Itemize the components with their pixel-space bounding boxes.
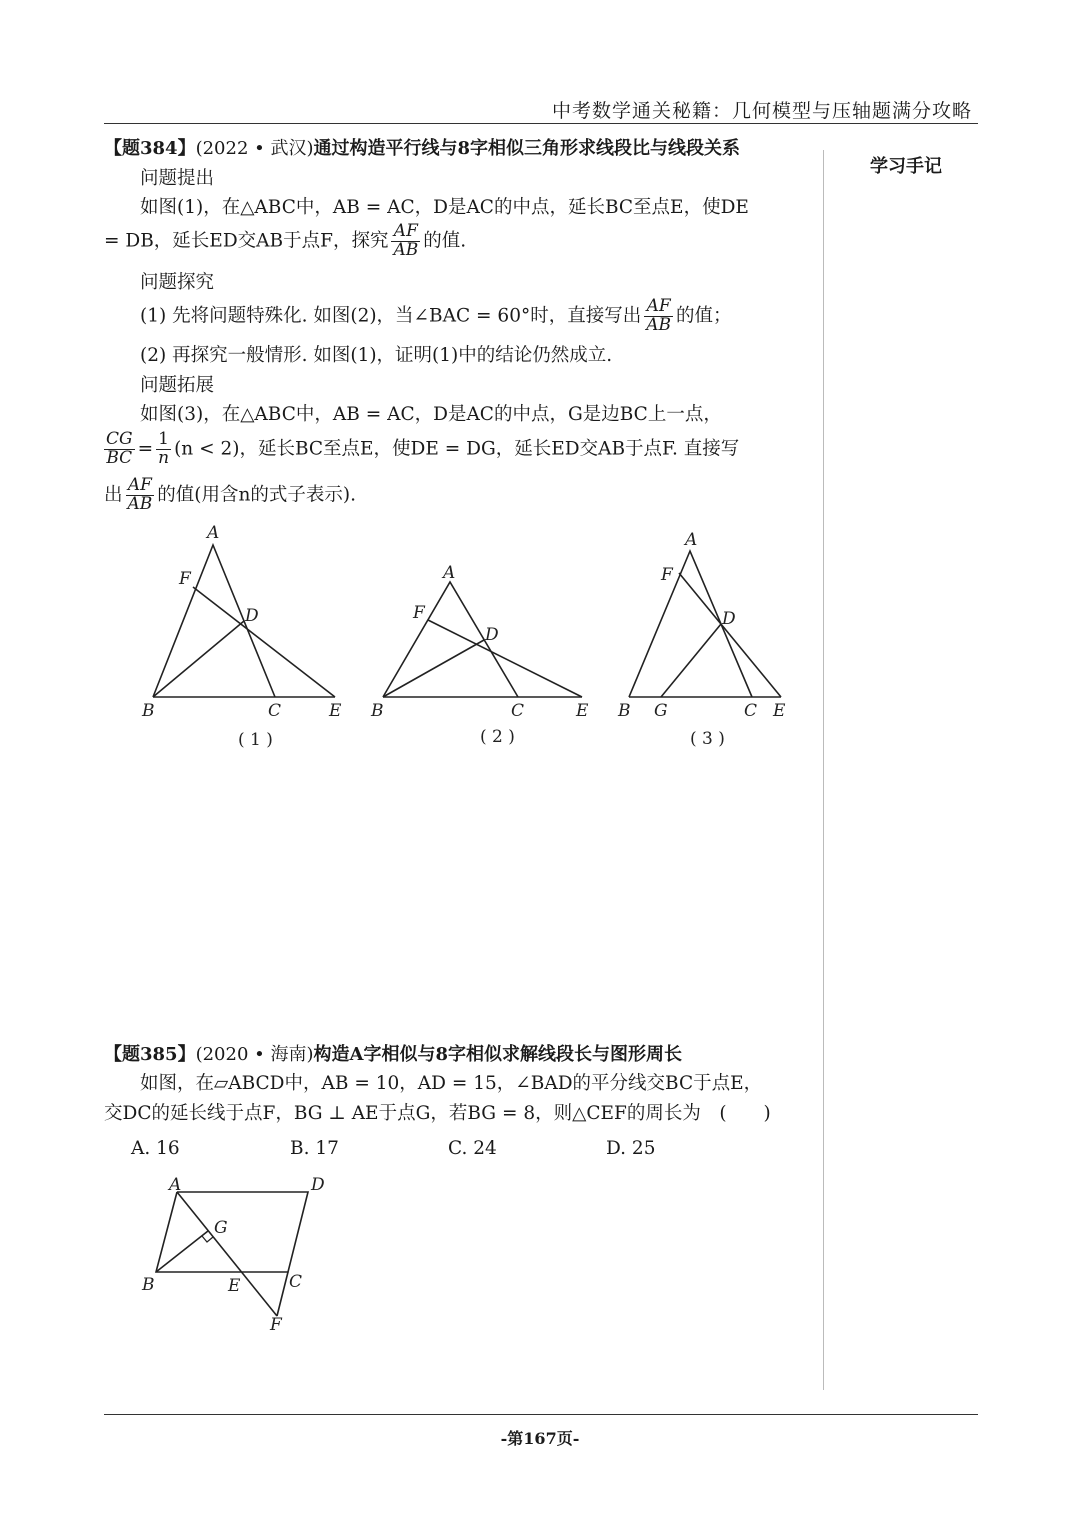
fig2-label-a: A [443,563,456,583]
fraction-numerator: AF [126,477,155,496]
q385-tag: 【题385】 [104,1044,196,1065]
fraction-denominator: AB [646,314,671,335]
q384-para2-post: 的值； [676,305,732,327]
segment-ef [679,573,781,697]
fig1-label-f: F [179,569,191,589]
fig1-label-d: D [245,606,259,626]
q385-line2: 交DC的延长线于点F，BG ⊥ AE于点G，若BG = 8，则△CEF的周长为 ( ) [104,1103,771,1124]
q384-para4-line3-post: 的值(用含n的式子表示). [157,484,357,506]
fig3-label-d: D [722,609,736,629]
q385-heading [104,1046,682,1064]
q385-label-f: F [270,1315,282,1335]
fraction-numerator: AF [391,223,420,242]
q384-para4-mid: (n < 2)，延长BC至点E，使DE = DG，延长ED交AB于点F. 直接写 [174,438,740,460]
fig1-caption: ( 1 ) [238,730,273,750]
figure-2 [383,582,582,697]
q385-label-b: B [142,1275,155,1295]
q385-figure [156,1192,308,1316]
q385-option-a: A. 16 [131,1138,180,1159]
figure-1 [153,545,335,697]
segment-bg [156,1231,208,1272]
fig2-label-e: E [576,701,589,721]
q384-para4-line3-pre: 出 [104,484,123,506]
fraction-numerator: AF [644,298,673,317]
q385-option-c: C. 24 [448,1138,497,1159]
q385-source: (2020 • 海南) [195,1044,314,1065]
fig2-caption: ( 2 ) [480,727,515,747]
q384-title: 通过构造平行线与8字相似三角形求线段比与线段关系 [313,138,741,159]
q385-label-c: C [289,1272,303,1292]
fig1-label-c: C [268,701,282,721]
q384-para3: (2) 再探究一般情形. 如图(1)，证明(1)中的结论仍然成立. [140,345,613,366]
fig2-label-b: B [371,701,384,721]
fraction-denominator: n [158,447,170,468]
q385-option-d: D. 25 [606,1138,656,1159]
fig2-label-d: D [485,625,499,645]
q384-para1-line2-pre: = DB，延长ED交AB于点F，探究 [104,230,389,252]
fraction-denominator: AB [127,493,153,514]
fraction-denominator: AB [393,239,419,260]
extension-cf [277,1272,288,1316]
q384-section-problem: 问题提出 [140,168,215,189]
fig2-label-c: C [511,701,525,721]
fig1-label-b: B [142,701,155,721]
q385-option-b: B. 17 [290,1138,339,1159]
q385-line1: 如图，在▱ABCD中，AB = 10，AD = 15，∠BAD的平分线交BC于点E， [140,1073,763,1094]
fig3-label-e: E [773,701,786,721]
fig3-caption: ( 3 ) [690,729,725,749]
footer-rule [104,1414,978,1415]
fig3-label-c: C [744,701,758,721]
fig3-label-a: A [685,530,698,550]
segment-ef [193,587,335,697]
q384-section-explore: 问题探究 [140,272,215,293]
fig3-label-b: B [618,701,631,721]
fig1-label-e: E [329,701,342,721]
q384-para2-pre: (1) 先将问题特殊化. 如图(2)，当∠BAC = 60°时，直接写出 [140,305,642,327]
segment-gd [661,624,721,697]
segment-bd [153,621,244,697]
figure-3 [629,551,781,697]
fraction-numerator: CG [106,429,133,449]
fig3-label-g: G [654,701,668,721]
q385-label-d: D [311,1175,325,1195]
right-angle-mark [202,1236,213,1242]
q385-label-e: E [228,1276,241,1296]
q384-section-extend: 问题拓展 [140,375,215,396]
equals-sign: = [137,438,154,460]
book-title: 中考数学通关秘籍：几何模型与压轴题满分攻略 [551,100,972,122]
fraction-denominator: BC [106,447,133,468]
q385-label-a: A [169,1175,182,1195]
q384-source: (2022 • 武汉) [195,138,314,159]
q384-para1-line1: 如图(1)，在△ABC中，AB = AC，D是AC的中点，延长BC至点E，使DE [140,197,749,218]
q384-tag: 【题384】 [104,138,196,159]
q385-label-g: G [214,1218,228,1238]
fig3-label-f: F [661,565,673,585]
q385-title: 构造A字相似与8字相似求解线段长与图形周长 [313,1044,682,1065]
fraction-numerator: 1 [156,431,171,450]
segment-af [177,1192,277,1316]
q384-para1-line2-post: 的值. [423,230,467,252]
fig1-label-a: A [207,523,220,543]
segment-bd [383,640,484,697]
page-number: -第167页- [500,1429,580,1448]
notes-label: 学习手记 [870,156,942,177]
q384-para4-line1: 如图(3)，在△ABC中，AB = AC，D是AC的中点，G是边BC上一点， [140,404,722,425]
fig2-label-f: F [413,603,425,623]
